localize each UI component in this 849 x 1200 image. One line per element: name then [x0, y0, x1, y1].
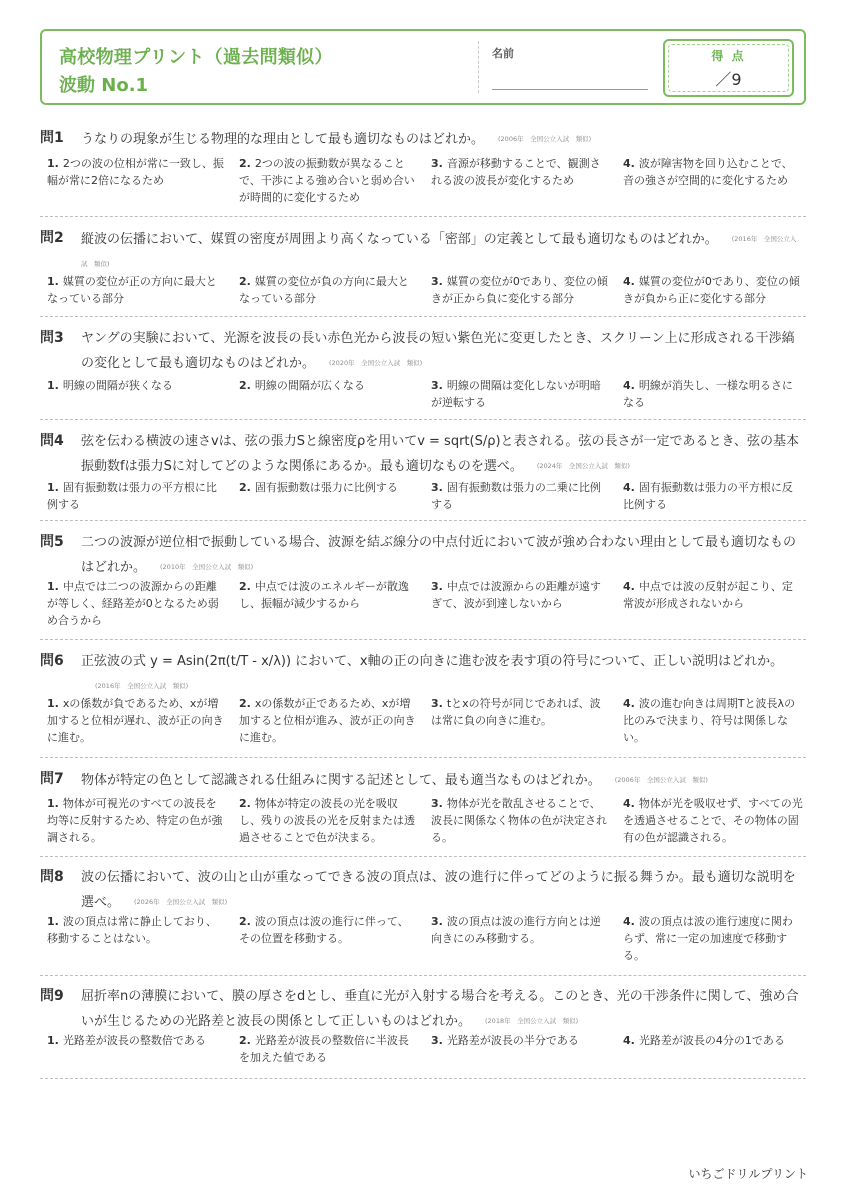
choice-option[interactable] — [623, 377, 803, 411]
choice-text: 光路差が波長の整数倍に半波長を加えた値である — [239, 1034, 409, 1064]
choice-number: 1. — [47, 1034, 59, 1047]
choice-number: 4. — [623, 580, 635, 593]
choice-text: 固有振動数は張力の平方根に反比例する — [623, 481, 793, 511]
choice-number: 1. — [47, 797, 59, 810]
choice-text: 固有振動数は張力の二乗に比例する — [431, 481, 601, 511]
question-source: (2026年 全国公立入試 類似) — [134, 898, 228, 906]
choice-option[interactable] — [623, 479, 803, 513]
choice-option[interactable] — [47, 1032, 227, 1049]
choice-text: 明線が消失し、一様な明るさになる — [623, 379, 793, 409]
choice-number: 4. — [623, 1034, 635, 1047]
question-divider — [40, 639, 806, 640]
choice-number: 3. — [431, 481, 443, 494]
choice-number: 4. — [623, 275, 635, 288]
question-text — [81, 127, 801, 152]
question-text — [81, 327, 801, 376]
question-text — [81, 985, 801, 1034]
question-divider — [40, 856, 806, 857]
choice-number: 3. — [431, 379, 443, 392]
choice-number: 2. — [239, 580, 251, 593]
choice-text: 物体が可視光のすべての波長を均等に反射するため、特定の色が強調される。 — [47, 797, 223, 844]
choice-number: 3. — [431, 915, 443, 928]
question-source: (2018年 全国公立入試 類似) — [485, 1017, 579, 1025]
choice-number: 1. — [47, 481, 59, 494]
question-number: 問5 — [40, 534, 64, 550]
name-label: 名前 — [492, 47, 514, 60]
choice-option[interactable] — [431, 155, 611, 189]
choice-text: 明線の間隔が狭くなる — [62, 379, 173, 392]
score-label: 得 点 — [711, 49, 746, 63]
question-text — [81, 430, 801, 479]
question-source: (2010年 全国公立入試 類似) — [160, 563, 254, 571]
worksheet-header — [40, 29, 806, 105]
score-box — [663, 39, 794, 97]
header-divider — [478, 41, 479, 93]
score-value: ／9 — [715, 70, 742, 89]
choice-text: 光路差が波長の整数倍である — [62, 1034, 206, 1047]
choice-number: 4. — [623, 697, 635, 710]
page-subtitle: 波動 No.1 — [59, 75, 149, 96]
choice-number: 3. — [431, 275, 443, 288]
choice-number: 4. — [623, 481, 635, 494]
choice-option[interactable] — [623, 273, 803, 307]
footer-brand: いちごドリルプリント — [688, 1167, 808, 1181]
choice-text: 光路差が波長の4分の1である — [638, 1034, 785, 1047]
question-divider — [40, 975, 806, 976]
choice-option[interactable] — [47, 578, 227, 629]
choice-option[interactable] — [239, 479, 419, 496]
choice-text: 中点では波の反射が起こり、定常波が形成されないから — [623, 580, 793, 610]
choice-option[interactable] — [623, 1032, 803, 1049]
question-body: 屈折率nの薄膜において、膜の厚さをdとし、垂直に光が入射する場合を考える。このとき、光の干渉条件に関して、強め合いが生じるための光路差と波長の関係として正しいものはどれか。 — [81, 989, 799, 1029]
choice-option[interactable] — [623, 155, 803, 189]
choice-text: 音源が移動することで、観測される波の波長が変化するため — [431, 157, 601, 187]
question-source: (2016年 全国公立入試 類似) — [81, 235, 797, 268]
question-divider — [40, 757, 806, 758]
choice-text: 波の進む向きは周期Tと波長λの比のみで決まり、符号は関係しない。 — [623, 697, 796, 744]
choice-text: 波の頂点は波の進行に伴って、その位置を移動する。 — [239, 915, 409, 945]
choice-text: 物体が光を吸収せず、すべての光を透過させることで、その物体の固有の色が認識される。 — [623, 797, 803, 844]
choice-option[interactable] — [431, 273, 611, 307]
choice-number: 3. — [431, 1034, 443, 1047]
page-title: 高校物理プリント（過去問類似） — [59, 47, 333, 68]
choice-text: 2つの波の位相が常に一致し、振幅が常に2倍になるため — [47, 157, 224, 187]
choice-text: tとxの符号が同じであれば、波は常に負の向きに進む。 — [431, 697, 601, 727]
question-text — [81, 227, 801, 277]
choice-number: 1. — [47, 275, 59, 288]
choice-option[interactable] — [239, 578, 419, 612]
question-body: うなりの現象が生じる物理的な理由として最も適切なものはどれか。 — [81, 132, 485, 147]
choice-text: 物体が特定の波長の光を吸収し、残りの波長の光を反射または透過させることで色が決まる。 — [239, 797, 415, 844]
choice-text: 明線の間隔が広くなる — [254, 379, 365, 392]
choice-option[interactable] — [431, 377, 611, 411]
choice-option[interactable] — [623, 578, 803, 612]
question-number: 問9 — [40, 988, 64, 1004]
name-field[interactable] — [492, 89, 648, 90]
choice-number: 1. — [47, 157, 59, 170]
choice-text: 媒質の変位が正の方向に最大となっている部分 — [47, 275, 217, 305]
choice-number: 3. — [431, 157, 443, 170]
question-body: 波の伝播において、波の山と山が重なってできる波の頂点は、波の進行に伴ってどのように振る舞うか。最も適切な説明を選べ。 — [81, 870, 796, 910]
question-source: (2020年 全国公立入試 類似) — [329, 359, 423, 367]
question-number: 問1 — [40, 130, 64, 146]
choice-text: 2つの波の振動数が異なることで、干渉による強め合いと弱め合いが時間的に変化するため — [239, 157, 415, 204]
question-body: ヤングの実験において、光源を波長の長い赤色光から波長の短い紫色光に変更したとき、スクリーン上に形成される干渉縞の変化として最も適切なものはどれか。 — [81, 331, 795, 371]
question-body: 物体が特定の色として認識される仕組みに関する記述として、最も適当なものはどれか。 — [81, 773, 601, 788]
choice-number: 3. — [431, 797, 443, 810]
choice-option[interactable] — [239, 1032, 419, 1066]
choice-text: 中点では二つの波源からの距離が等しく、経路差が0となるため弱め合うから — [47, 580, 219, 627]
question-number: 問4 — [40, 433, 64, 449]
choice-text: xの係数が負であるため、xが増加すると位相が遅れ、波が正の向きに進む。 — [47, 697, 224, 744]
choice-number: 1. — [47, 580, 59, 593]
choice-text: 波の頂点は波の進行方向とは逆向きにのみ移動する。 — [431, 915, 601, 945]
question-divider — [40, 316, 806, 317]
question-text — [81, 768, 801, 793]
choice-number: 2. — [239, 379, 251, 392]
question-text — [81, 866, 801, 915]
question-divider — [40, 520, 806, 521]
question-source: (2006年 全国公立入試 類似) — [498, 135, 592, 143]
choice-text: 明線の間隔は変化しないが明暗が逆転する — [431, 379, 601, 409]
choice-number: 1. — [47, 379, 59, 392]
choice-number: 3. — [431, 697, 443, 710]
choice-text: 光路差が波長の半分である — [446, 1034, 579, 1047]
choice-option[interactable] — [47, 913, 227, 947]
choice-text: 媒質の変位が0であり、変位の傾きが負から正に変化する部分 — [623, 275, 800, 305]
question-number: 問3 — [40, 330, 64, 346]
choice-number: 2. — [239, 697, 251, 710]
choice-option[interactable] — [239, 155, 419, 206]
question-source: (2024年 全国公立入試 類似) — [536, 462, 630, 470]
choice-number: 1. — [47, 915, 59, 928]
choice-number: 2. — [239, 915, 251, 928]
question-divider — [40, 216, 806, 217]
choice-option[interactable] — [47, 695, 227, 746]
question-divider — [40, 419, 806, 420]
choice-number: 4. — [623, 379, 635, 392]
choice-number: 2. — [239, 797, 251, 810]
choice-text: 固有振動数は張力に比例する — [254, 481, 398, 494]
choice-option[interactable] — [623, 795, 803, 846]
choice-option[interactable] — [239, 795, 419, 846]
choice-text: 中点では波のエネルギーが散逸し、振幅が減少するから — [239, 580, 409, 610]
choice-option[interactable] — [431, 479, 611, 513]
choice-option[interactable] — [623, 913, 803, 964]
choice-text: 固有振動数は張力の平方根に比例する — [47, 481, 217, 511]
choice-option[interactable] — [47, 479, 227, 513]
question-body: 縦波の伝播において、媒質の密度が周囲より高くなっている「密部」の定義として最も適切なものはどれか。 — [81, 232, 718, 247]
choice-option[interactable] — [239, 273, 419, 307]
choice-option[interactable] — [47, 377, 227, 394]
question-body: 正弦波の式 y = Asin(2π(t/T - x/λ)) において、x軸の正の向きに進む波を表す項の符号について、正しい説明はどれか。 — [81, 654, 784, 669]
choice-text: 媒質の変位が負の方向に最大となっている部分 — [239, 275, 409, 305]
choice-option[interactable] — [47, 273, 227, 307]
choice-option[interactable] — [239, 913, 419, 947]
choice-option[interactable] — [47, 795, 227, 846]
choice-text: 波が障害物を回り込むことで、音の強さが空間的に変化するため — [623, 157, 793, 187]
question-number: 問6 — [40, 653, 64, 669]
choice-option[interactable] — [431, 578, 611, 612]
choice-number: 2. — [239, 275, 251, 288]
choice-option[interactable] — [47, 155, 227, 189]
choice-number: 2. — [239, 481, 251, 494]
question-divider — [40, 1078, 806, 1079]
choice-option[interactable] — [239, 695, 419, 746]
question-number: 問2 — [40, 230, 64, 246]
question-text — [81, 531, 801, 580]
question-body: 二つの波源が逆位相で振動している場合、波源を結ぶ線分の中点付近において波が強め合わない理由として最も適切なものはどれか。 — [81, 535, 797, 575]
question-body: 弦を伝わる横波の速さvは、弦の張力Sと線密度ρを用いてv = sqrt(S/ρ)と表される。弦の長さが一定であるとき、弦の基本振動数fは張力Sに対してどのような関係にあるか。最も適切なものを選べ。 — [81, 434, 800, 474]
choice-number: 1. — [47, 697, 59, 710]
choice-text: 波の頂点は波の進行速度に関わらず、常に一定の加速度で移動する。 — [623, 915, 793, 962]
question-source: (2016年 全国公立入試 類似) — [95, 682, 189, 690]
choice-text: xの係数が正であるため、xが増加すると位相が進み、波が正の向きに進む。 — [239, 697, 416, 744]
question-number: 問8 — [40, 869, 64, 885]
choice-number: 2. — [239, 157, 251, 170]
choice-text: 物体が光を散乱させることで、波長に関係なく物体の色が決定される。 — [431, 797, 607, 844]
choice-number: 4. — [623, 797, 635, 810]
choice-option[interactable] — [239, 377, 419, 394]
choice-text: 中点では波源からの距離が遠すぎて、波が到達しないから — [431, 580, 601, 610]
choice-option[interactable] — [431, 1032, 611, 1049]
choice-text: 媒質の変位が0であり、変位の傾きが正から負に変化する部分 — [431, 275, 608, 305]
choice-option[interactable] — [431, 795, 611, 846]
choice-number: 4. — [623, 157, 635, 170]
question-text — [81, 650, 801, 699]
choice-text: 波の頂点は常に静止しており、移動することはない。 — [47, 915, 217, 945]
question-source: (2006年 全国公立入試 類似) — [614, 776, 708, 784]
choice-option[interactable] — [623, 695, 803, 746]
question-number: 問7 — [40, 771, 64, 787]
choice-number: 4. — [623, 915, 635, 928]
choice-number: 2. — [239, 1034, 251, 1047]
choice-option[interactable] — [431, 913, 611, 947]
choice-option[interactable] — [431, 695, 611, 729]
choice-number: 3. — [431, 580, 443, 593]
